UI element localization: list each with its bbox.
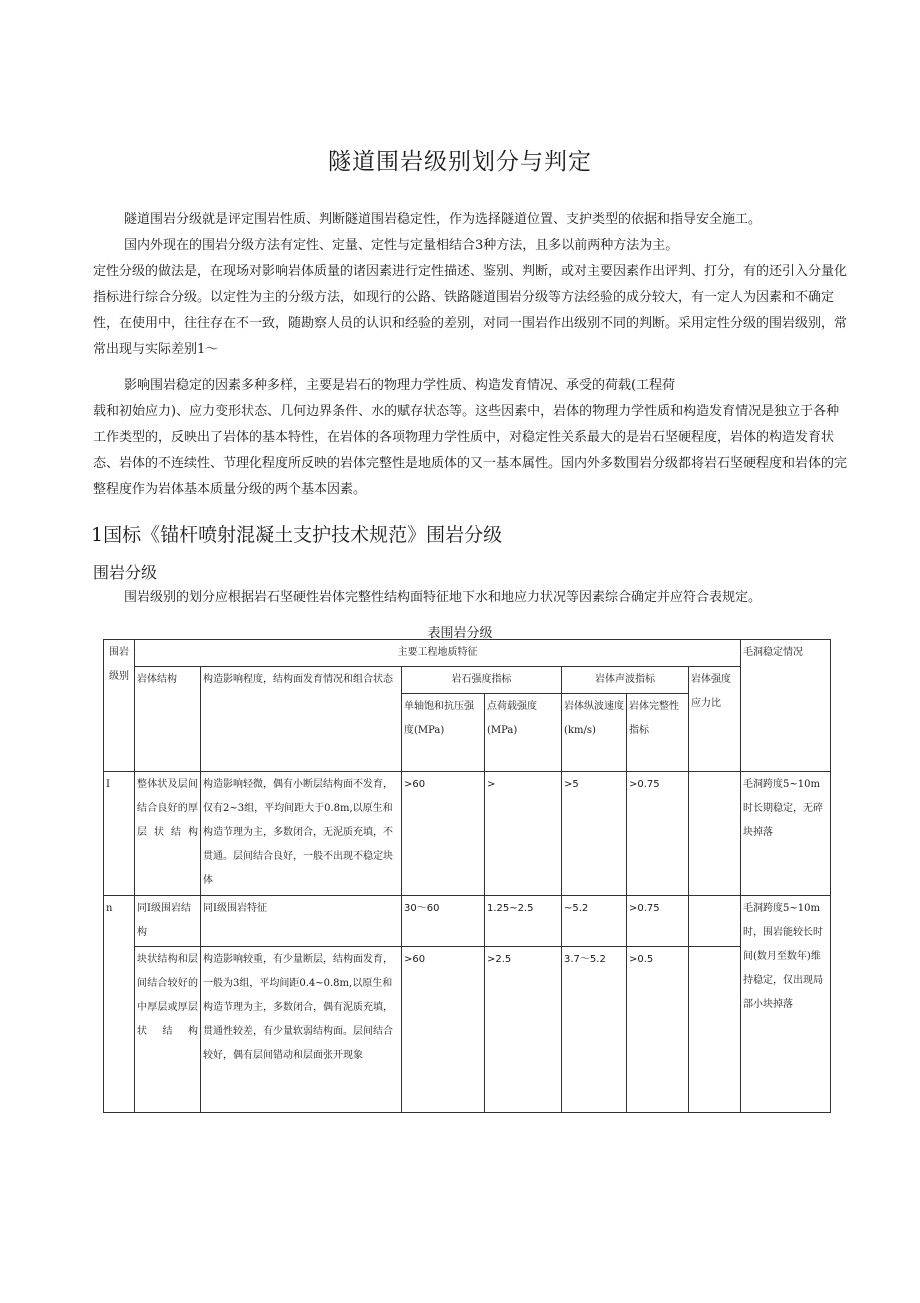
- paragraph-methods: 国内外现在的围岩分级方法有定性、定量、定性与定量相结合3种方法，且多以前两种方法为主。: [124, 238, 679, 253]
- table-row: [104, 947, 831, 1113]
- cell-stress-ratio: [689, 947, 741, 1113]
- cell-integrity: >0.75: [627, 772, 689, 896]
- cell-grade: I: [104, 772, 135, 896]
- header-ucs: 单轴饱和抗压强度(MPa): [402, 694, 485, 772]
- cell-ucs: >60: [402, 772, 485, 896]
- header-structure: 岩体结构: [135, 667, 201, 772]
- rock-grade-table: [103, 639, 831, 1113]
- cell-grade: n: [104, 896, 135, 1113]
- cell-degree: 构造影响轻微，偶有小断层结构面不发育，仅有2~3组，平均间距大于0.8m,以原生和构造节理为主，多数闭合，无泥质充填，不贯通。层间结合良好，一般不出现不稳定块体: [201, 772, 402, 896]
- header-stress-ratio: 岩体强度应力比: [689, 667, 741, 772]
- paragraph-qualitative: 定性分级的做法是，在现场对影响岩体质量的诸因素进行定性描述、鉴别、判断，或对主要因素作出评判、打分，有的还引入分量化指标进行综合分级。以定性为主的分级方法，如现行的公路、铁路隧道围岩分级等方法经验的成分较大，有一定人为因素和不确定性，在使用中，往往存在不一致，随勘察人员的认识和经验的差别，对同一围岩作出级别不同的判断。采用定性分级的围岩级别，常常出现与实际差别1～: [93, 264, 848, 357]
- section-heading: 1国标《锚杆喷射混凝土支护技术规范》围岩分级: [91, 524, 503, 546]
- cell-structure: 同I级围岩结构: [135, 896, 201, 947]
- cell-wave-speed: 3.7～5.2: [562, 947, 627, 1113]
- header-sonic-group: 岩体声波指标: [562, 667, 689, 694]
- table-row: [104, 896, 831, 947]
- paragraph-intro: 隧道围岩分级就是评定围岩性质、判断隧道围岩稳定性，作为选择隧道位置、支护类型的依据和指导安全施工。: [124, 212, 762, 227]
- header-point-load: 点荷载强度(MPa): [485, 694, 562, 772]
- header-integrity: 岩体完整性指标: [627, 694, 689, 772]
- cell-ucs: >60: [402, 947, 485, 1113]
- page-title: 隧道围岩级别划分与判定: [328, 149, 592, 175]
- cell-wave-speed: >5: [562, 772, 627, 896]
- cell-stress-ratio: [689, 896, 741, 947]
- table-caption: 表围岩分级: [427, 626, 493, 641]
- cell-ucs: 30～60: [402, 896, 485, 947]
- cell-structure: 整体状及层间结合良好的厚层状结构: [135, 772, 201, 896]
- cell-structure: 块状结构和层间结合较好的中厚层或厚层状结构: [135, 947, 201, 1113]
- cell-degree: 同I级围岩特征: [201, 896, 402, 947]
- table-row: [104, 772, 831, 896]
- cell-integrity: >0.5: [627, 947, 689, 1113]
- cell-stress-ratio: [689, 772, 741, 896]
- cell-wave-speed: ~5.2: [562, 896, 627, 947]
- cell-point-load: >2.5: [485, 947, 562, 1113]
- cell-stability: 毛洞跨度5~10m时长期稳定，无碎块掉落: [741, 772, 831, 896]
- subsection-heading: 围岩分级: [93, 563, 158, 582]
- subsection-text: 围岩级别的划分应根据岩石坚硬性岩体完整性结构面特征地下水和地应力状况等因素综合确定并应符合表规定。: [124, 590, 762, 605]
- paragraph-factors: 载和初始应力)、应力变形状态、几何边界条件、水的赋存状态等。这些因素中，岩体的物理力学性质和构造发育情况是独立于各种工作类型的，反映出了岩体的基本特性，在岩体的各项物理力学性质中，对稳定性关系最大的是岩石坚硬程度，岩体的构造发育状态、岩体的不连续性、节理化程度所反映的岩体完整性是地质体的又一基本属性。国内外多数围岩分级都将岩石坚硬程度和岩体的完整程度作为岩体基本质量分级的两个基本因素。: [93, 404, 848, 497]
- header-stability: 毛洞稳定情况: [741, 640, 831, 772]
- header-grade: 围岩级别: [104, 640, 135, 772]
- paragraph-factors-start: 影响围岩稳定的因素多种多样，主要是岩石的物理力学性质、构造发育情况、承受的荷载(工程荷: [124, 378, 676, 393]
- cell-degree: 构造影响较重，有少量断层，结构面发育，一般为3组，平均间距0.4~0.8m,以原生和构造节理为主，多数闭合，偶有泥质充填，贯通性较差，有少量软弱结构面。层间结合较好，偶有层间错动和层面张开现象: [201, 947, 402, 1113]
- header-degree: 构造影响程度，结构面发育情况和组合状态: [201, 667, 402, 772]
- cell-point-load: 1.25~2.5: [485, 896, 562, 947]
- cell-integrity: >0.75: [627, 896, 689, 947]
- cell-stability: 毛洞跨度5~10m时，围岩能较长时间(数月至数年)维持稳定，仅出现局部小块掉落: [741, 896, 831, 1113]
- header-main-features: 主要工程地质特征: [135, 640, 741, 667]
- header-wave-speed: 岩体纵波速度(km/s): [562, 694, 627, 772]
- cell-point-load: >: [485, 772, 562, 896]
- header-strength-group: 岩石强度指标: [402, 667, 562, 694]
